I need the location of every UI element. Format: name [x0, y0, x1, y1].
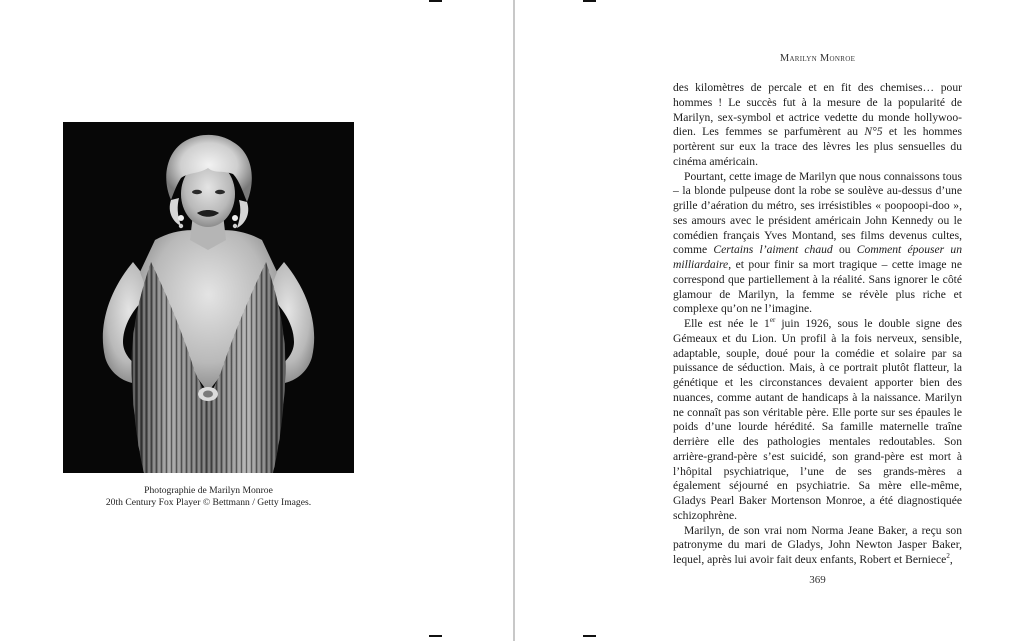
photo-caption [63, 485, 354, 509]
paragraph: des kilomètres de percale et en fit des chemises… pour hommes ! Le succès fut à la mesure de la popularité de Marilyn, sex-symbol et actrice vedette du monde hollywoo-dien. Les femmes se parfumèrent au N°5 et les hommes portèrent sur eux la trace des lèvres les plus sensuelles du cinéma américain. [673, 81, 962, 168]
paragraph: Pourtant, cette image de Marilyn que nous connaissons tous – la blonde pulpeuse dont la robe se soulève au-dessus d’une grille d’aération du métro, ses irrésistibles « poopoopi-doo », ses amours avec le président américain John Kennedy ou le comédien français Yves Montand, ses films devenus cultes, comme Certains l’aiment chaud ou Comment épouser un milliardaire, et pour finir sa mort tragique – cette image ne correspond que partiellement à la réalité. Sans ignorer le côté glamour de Marilyn, la femme se révèle plus riche et complexe qu’on ne l’imagine. [673, 169, 962, 316]
running-head: Marilyn Monroe [779, 53, 856, 64]
caption-credit: 20th Century Fox Player © Bettmann / Getty Images. [105, 497, 312, 508]
portrait-illustration [63, 122, 354, 473]
body-text [673, 81, 962, 568]
paragraph: Elle est née le 1er juin 1926, sous le double signe des Gémeaux et du Lion. Un profil à la fois nerveux, sensible, adaptable, souple, doué pour la comédie et solaire par sa puissance de séduction. Mais, à ce portrait plutôt flatteur, la génétique et les circonstances devaient apporter bien des nuances, comme autant de handicaps à la naissance. Marilyn ne connaît pas son véritable père. Elle porte sur ses épaules le poids d’une lourde hérédité. Sa famille maternelle traîne derrière elle des pathologies mentales redoutables. Son arrière-grand-père s’est suicidé, son grand-père est mort à l’hôpital psychiatrique, l’une de ses grands-mères a également séjourné en psychiatrie. Sa mère elle-même, Gladys Pearl Baker Mortenson Monroe, a été diagnostiquée schizophrène. [673, 316, 962, 522]
page-number: 369 [809, 574, 826, 586]
right-page [515, 0, 1028, 641]
paragraph: Marilyn, de son vrai nom Norma Jeane Baker, a reçu son patronyme du mari de Gladys, John Newton Jasper Baker, lequel, après lui avoir fait deux enfants, Robert et Berniece$^2$, [673, 523, 962, 566]
caption-title: Photographie de Marilyn Monroe [144, 485, 273, 496]
crop-mark [583, 635, 596, 637]
left-page [0, 0, 513, 641]
crop-mark [429, 635, 442, 637]
crop-mark [583, 0, 596, 2]
marilyn-photo [63, 122, 354, 473]
crop-mark [429, 0, 442, 2]
